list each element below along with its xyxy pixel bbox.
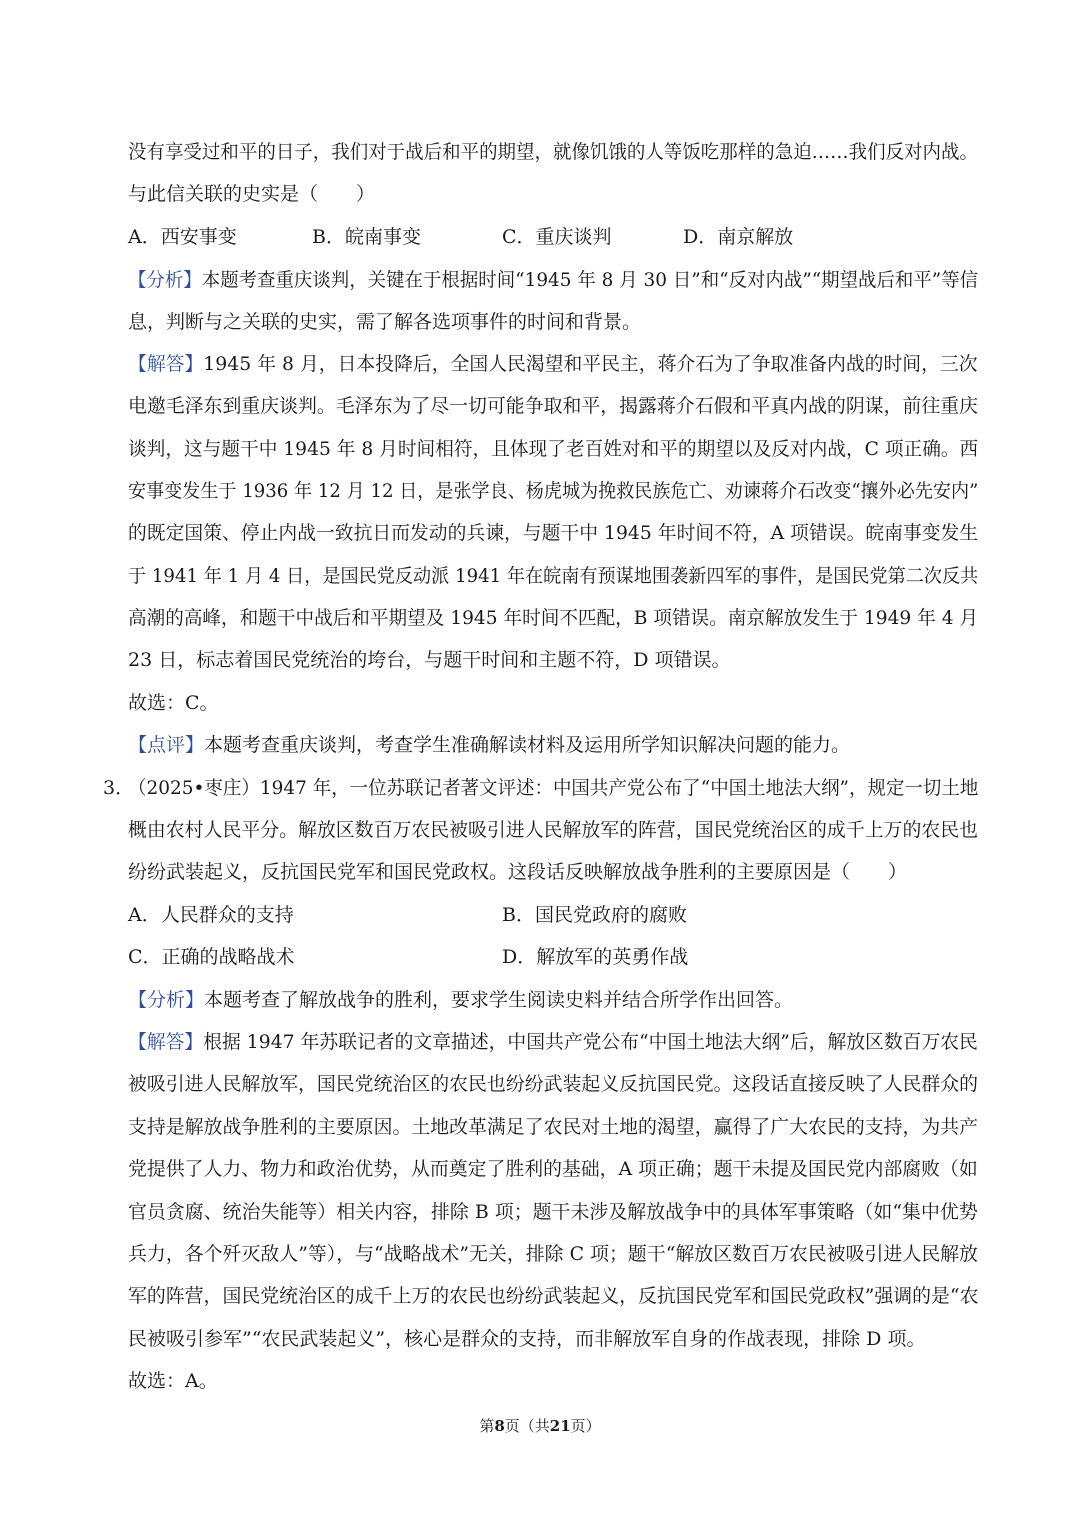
q3-stem-line-1: （2025•枣庄）1947 年，一位苏联记者著文评述：中国共产党公布了“中国土地法大纲”，规定一切土地 <box>128 777 979 799</box>
q2-comment-text: 本题考查重庆谈判，考查学生准确解读材料及运用所学知识解决问题的能力。 <box>204 734 851 756</box>
q2-answer-line-1 <box>128 352 978 376</box>
q2-answer-line-6: 于 1941 年 1 月 4 日，是国民党反动派 1941 年在皖南有预谋地围袭新四军的事件，是国民党第二次反共 <box>128 565 979 587</box>
q2-answer-line-2: 电邀毛泽东到重庆谈判。毛泽东为了尽一切可能争取和平，揭露蒋介石假和平真内战的阴谋，前往重庆 <box>128 395 979 417</box>
q3-answer-line-8: 民被吸引参军”“农民武装起义”，核心是群众的支持，而非解放军自身的作战表现，排除 D 项。 <box>128 1328 926 1350</box>
q3-answer-line-1 <box>128 1030 978 1054</box>
footer-prefix: 第 <box>479 1417 495 1435</box>
q3-answer-text-1: 根据 1947 年苏联记者的文章描述，中国共产党公布“中国土地法大纲”后，解放区数百万农民 <box>203 1031 978 1053</box>
q2-answer-line-7: 高潮的高峰，和题干中战后和平期望及 1945 年时间不匹配，B 项错误。南京解放发生于 1949 年 4 月 <box>128 607 979 629</box>
footer-suffix: 页） <box>570 1417 601 1435</box>
q2-analysis-text-1: 本题考查重庆谈判，关键在于根据时间“1945 年 8 月 30 日”和“反对内战”“期望战后和平”等信 <box>201 269 979 291</box>
q3-stem-line-2: 概由农村人民平分。解放区数百万农民被吸引进人民解放军的阵营，国民党统治区的成千上万的农民也 <box>128 819 979 841</box>
footer-middle: 页（共 <box>504 1417 550 1435</box>
q3-answer-line-3: 支持是解放战争胜利的主要原因。土地改革满足了农民对土地的渴望，赢得了广大农民的支持，为共产 <box>128 1116 979 1138</box>
q3-number: 3． <box>103 777 135 799</box>
q2-answer-text-1: 1945 年 8 月，日本投降后，全国人民渴望和平民主，蒋介石为了争取准备内战的时间，三次 <box>203 353 978 375</box>
q3-choice: 故选：A。 <box>128 1370 218 1392</box>
q2-answer-line-5: 的既定国策、停止内战一致抗日而发动的兵谏，与题干中 1945 年时间不符，A 项错误。皖南事变发生 <box>128 522 979 544</box>
analysis-tag: 【分析】 <box>128 989 205 1011</box>
q3-answer-line-2: 被吸引进人民解放军，国民党统治区的农民也纷纷武装起义反抗国民党。这段话直接反映了人民群众的 <box>128 1073 979 1095</box>
q2-answer-line-4: 安事变发生于 1936 年 12 月 12 日，是张学良、杨虎城为挽救民族危亡、劝谏蒋介石改变“攘外必先安内” <box>128 480 979 502</box>
answer-tag: 【解答】 <box>128 1031 204 1053</box>
total-pages-number: 21 <box>549 1417 571 1435</box>
q3-analysis-text: 本题考查了解放战争的胜利，要求学生阅读史料并结合所学作出回答。 <box>204 989 794 1011</box>
q2-option-b: B．皖南事变 <box>312 226 421 248</box>
q3-option-a: A．人民群众的支持 <box>128 904 294 926</box>
current-page-number: 8 <box>494 1417 505 1435</box>
q3-answer-line-5: 官员贪腐、统治失能等）相关内容，排除 B 项；题干未涉及解放战争中的具体军事策略（如“集中优势 <box>128 1201 978 1223</box>
q2-option-c: C．重庆谈判 <box>502 226 612 248</box>
q3-answer-line-6: 兵力，各个歼灭敌人”等），与“战略战术”无关，排除 C 项；题干“解放区数百万农民被吸引进人民解放 <box>128 1243 978 1265</box>
q2-answer-line-3: 谈判，这与题干中 1945 年 8 月时间相符，且体现了老百姓对和平的期望以及反对内战，C 项正确。西 <box>128 438 979 460</box>
q3-analysis-line <box>128 988 793 1012</box>
q2-stem-line-2: 与此信关联的史实是（ ） <box>128 183 376 205</box>
page-footer <box>0 1416 1080 1436</box>
q2-analysis-line-1 <box>128 268 978 292</box>
q2-choice: 故选：C。 <box>128 692 219 714</box>
q3-answer-line-7: 军的阵营，国民党统治区的成千上万的农民也纷纷武装起义，反抗国民党军和国民党政权”强调的是“农 <box>128 1285 979 1307</box>
q2-analysis-line-2: 息，判断与之关联的史实，需了解各选项事件的时间和背景。 <box>128 311 642 333</box>
q3-answer-line-4: 党提供了人力、物力和政治优势，从而奠定了胜利的基础，A 项正确；题干未提及国民党内部腐败（如 <box>128 1158 978 1180</box>
q2-option-d: D．南京解放 <box>683 226 794 248</box>
q3-stem-line-3: 纷纷武装起义，反抗国民党军和国民党政权。这段话反映解放战争胜利的主要原因是（ ） <box>128 861 908 883</box>
q3-option-d: D．解放军的英勇作战 <box>502 946 689 968</box>
analysis-tag: 【分析】 <box>128 269 202 291</box>
comment-tag: 【点评】 <box>128 734 205 756</box>
q3-option-c: C．正确的战略战术 <box>128 946 295 968</box>
q2-option-a: A．西安事变 <box>128 226 237 248</box>
answer-tag: 【解答】 <box>128 353 204 375</box>
q3-option-b: B．国民党政府的腐败 <box>502 904 687 926</box>
q2-answer-line-8: 23 日，标志着国民党统治的垮台，与题干时间和主题不符，D 项错误。 <box>128 649 731 671</box>
q2-comment-line <box>128 733 850 757</box>
q2-stem-line-1: 没有享受过和平的日子，我们对于战后和平的期望，就像饥饿的人等饭吃那样的急迫……我们反对内战。 <box>128 141 978 163</box>
